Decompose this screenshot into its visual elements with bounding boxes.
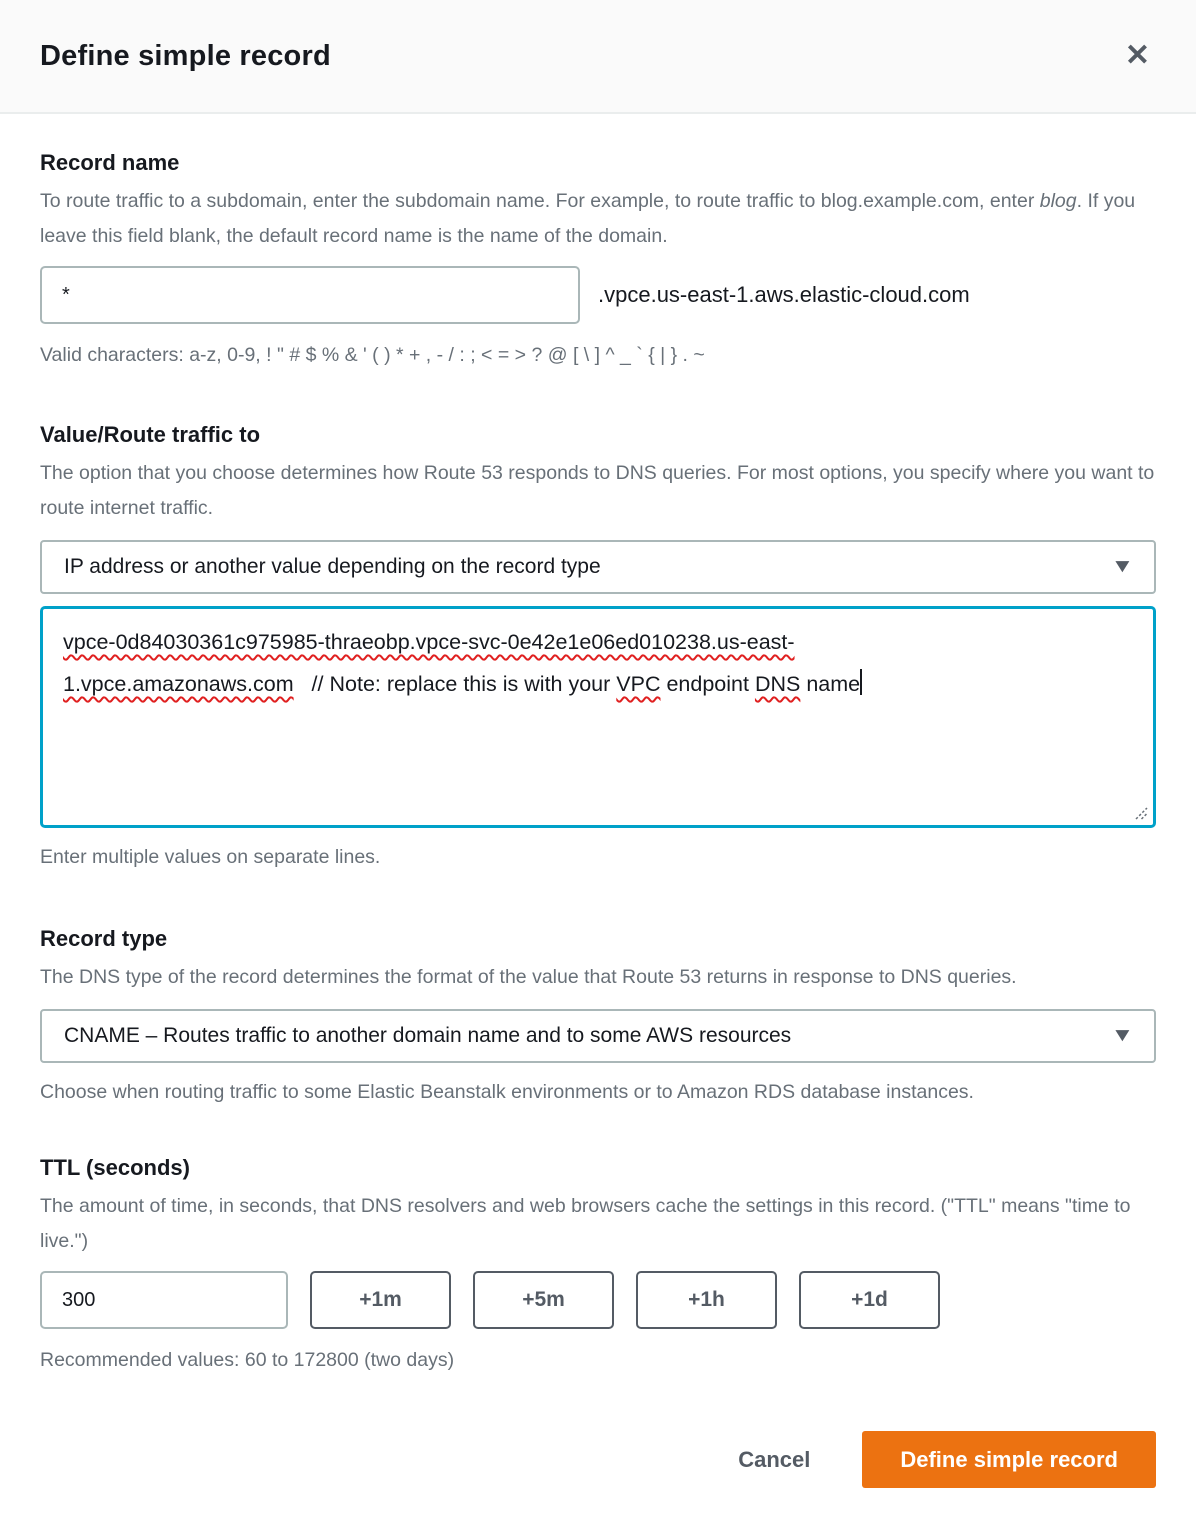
- value-vpc-word: VPC: [616, 672, 661, 696]
- record-type-hint: Choose when routing traffic to some Elastic Beanstalk environments or to Amazon RDS database instances.: [40, 1081, 974, 1103]
- record-name-description-text-end: . If you leave this field blank, the default record name is the name of the domain.: [40, 190, 1136, 247]
- record-type-label: Record type: [40, 926, 168, 951]
- ttl-input[interactable]: [40, 1271, 288, 1329]
- modal-content: [0, 150, 1196, 1375]
- record-type-select-value: CNAME – Routes traffic to another domain name and to some AWS resources: [64, 1024, 792, 1047]
- value-end: name: [800, 672, 861, 696]
- value-textarea-wrap: [40, 606, 1156, 828]
- record-name-row: [40, 266, 1156, 324]
- modal-footer: [0, 1431, 1196, 1488]
- value-route-select-value: IP address or another value depending on the record type: [64, 555, 601, 578]
- value-route-description: The option that you choose determines how Route 53 responds to DNS queries. For most options, you specify where you want to route internet traffic.: [40, 462, 1155, 519]
- record-name-description: [40, 184, 1156, 254]
- ttl-recommended-hint: Recommended values: 60 to 172800 (two days): [40, 1349, 455, 1371]
- ttl-row: [40, 1271, 1156, 1329]
- value-domain-line2: 1.vpce.amazonaws.com: [63, 672, 294, 696]
- record-type-description: The DNS type of the record determines the format of the value that Route 53 returns in response to DNS queries.: [40, 966, 1017, 988]
- value-route-select[interactable]: [40, 540, 1156, 594]
- ttl-section: [40, 1155, 1156, 1375]
- ttl-plus-1d-button[interactable]: +1d: [799, 1271, 940, 1329]
- value-route-label: Value/Route traffic to: [40, 422, 261, 447]
- record-name-input[interactable]: [40, 266, 580, 324]
- define-simple-record-button[interactable]: Define simple record: [862, 1431, 1156, 1488]
- record-type-select[interactable]: [40, 1009, 1156, 1063]
- ttl-plus-5m-button[interactable]: +5m: [473, 1271, 614, 1329]
- ttl-label: TTL (seconds): [40, 1155, 190, 1180]
- ttl-plus-1h-button[interactable]: +1h: [636, 1271, 777, 1329]
- value-dns-word: DNS: [754, 672, 801, 696]
- text-caret: [860, 669, 862, 695]
- value-textarea[interactable]: [40, 606, 1156, 828]
- modal-title: Define simple record: [40, 39, 331, 72]
- record-name-description-text: To route traffic to a subdomain, enter the subdomain name. For example, to route traffic to blog.example.com, enter: [40, 190, 1040, 212]
- record-name-label: Record name: [40, 150, 180, 175]
- chevron-down-icon: ▼: [1110, 1025, 1135, 1046]
- ttl-description: The amount of time, in seconds, that DNS resolvers and web browsers cache the settings in this record. ("TTL" means "time to live."): [40, 1195, 1131, 1252]
- value-mid: endpoint: [660, 672, 755, 696]
- value-route-section: [40, 422, 1156, 872]
- close-icon: ✕: [1124, 39, 1150, 72]
- close-button[interactable]: [1119, 37, 1156, 75]
- chevron-down-icon: ▼: [1110, 556, 1135, 577]
- cancel-button[interactable]: Cancel: [738, 1446, 811, 1472]
- value-comment: // Note: replace this is with your: [293, 672, 617, 696]
- multiple-values-hint: Enter multiple values on separate lines.: [40, 846, 381, 868]
- record-name-section: [40, 150, 1156, 370]
- ttl-plus-1m-button[interactable]: +1m: [310, 1271, 451, 1329]
- domain-suffix: .vpce.us-east-1.aws.elastic-cloud.com: [598, 282, 970, 307]
- valid-characters-hint: Valid characters: a-z, 0-9, ! " # $ % & ' ( ) * + , - / : ; < = > ? @ [ \ ] ^ _ ` { | } . ~: [40, 344, 705, 366]
- resize-handle-icon[interactable]: [1133, 805, 1149, 821]
- record-name-description-italic: blog: [1039, 190, 1077, 212]
- record-type-section: [40, 926, 1156, 1107]
- modal-header: [0, 0, 1196, 114]
- value-domain-line1: vpce-0d84030361c975985-thraeobp.vpce-svc-0e42e1e06ed010238.us-east-: [63, 630, 795, 654]
